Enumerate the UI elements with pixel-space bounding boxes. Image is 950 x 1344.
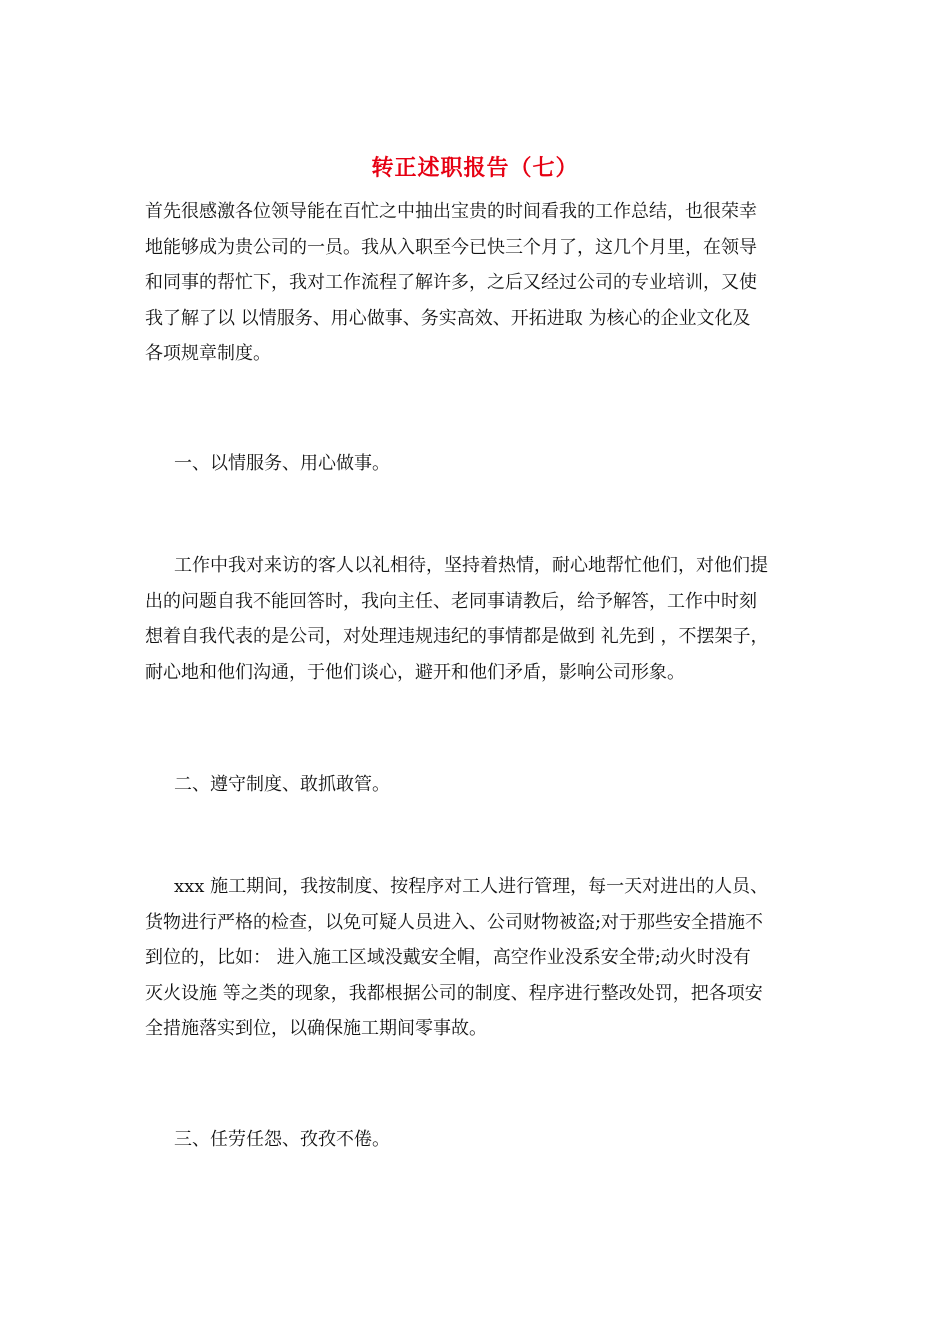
paragraph-line: 各项规章制度。 xyxy=(145,343,271,364)
paragraph-line: 灭火设施 等之类的现象，我都根据公司的制度、程序进行整改处罚，把各项安 xyxy=(145,982,763,1004)
paragraph-line: 到位的，比如： 进入施工区域没戴安全帽，高空作业没系安全带;动火时没有 xyxy=(145,947,751,968)
paragraph-line: 耐心地和他们沟通，于他们谈心，避开和他们矛盾，影响公司形象。 xyxy=(145,661,685,683)
section-heading-2: 二、遵守制度、敢抓敢管。 xyxy=(174,774,390,795)
paragraph-line: xxx 施工期间，我按制度、按程序对工人进行管理，每一天对进出的人员、 xyxy=(174,876,769,897)
paragraph-line: 地能够成为贵公司的一员。我从入职至今已快三个月了，这几个月里，在领导 xyxy=(145,236,757,258)
section-paragraph-1 xyxy=(145,548,810,690)
paragraph-line: 工作中我对来访的客人以礼相待，坚持着热情，耐心地帮忙他们，对他们提 xyxy=(174,555,768,576)
intro-paragraph xyxy=(145,194,810,372)
paragraph-line: 和同事的帮忙下，我对工作流程了解许多，之后又经过公司的专业培训，又使 xyxy=(145,272,757,293)
paragraph-line: 我了解了以 以情服务、用心做事、务实高效、开拓进取 为核心的企业文化及 xyxy=(145,307,751,329)
paragraph-line: 全措施落实到位，以确保施工期间零事故。 xyxy=(145,1018,487,1039)
paragraph-line: 首先很感激各位领导能在百忙之中抽出宝贵的时间看我的工作总结，也很荣幸 xyxy=(145,201,757,222)
section-heading-1: 一、以情服务、用心做事。 xyxy=(174,453,390,474)
paragraph-line: 货物进行严格的检查，以免可疑人员进入、公司财物被盗;对于那些安全措施不 xyxy=(145,911,764,933)
document-title: 转正述职报告（七） xyxy=(371,155,579,181)
paragraph-line: 出的问题自我不能回答时，我向主任、老同事请教后，给予解答，工作中时刻 xyxy=(145,590,757,612)
section-heading-3: 三、任劳任怨、孜孜不倦。 xyxy=(174,1129,390,1150)
section-paragraph-2 xyxy=(145,869,810,1047)
paragraph-line: 想着自我代表的是公司，对处理违规违纪的事情都是做到 礼先到 ，不摆架子， xyxy=(145,626,769,647)
